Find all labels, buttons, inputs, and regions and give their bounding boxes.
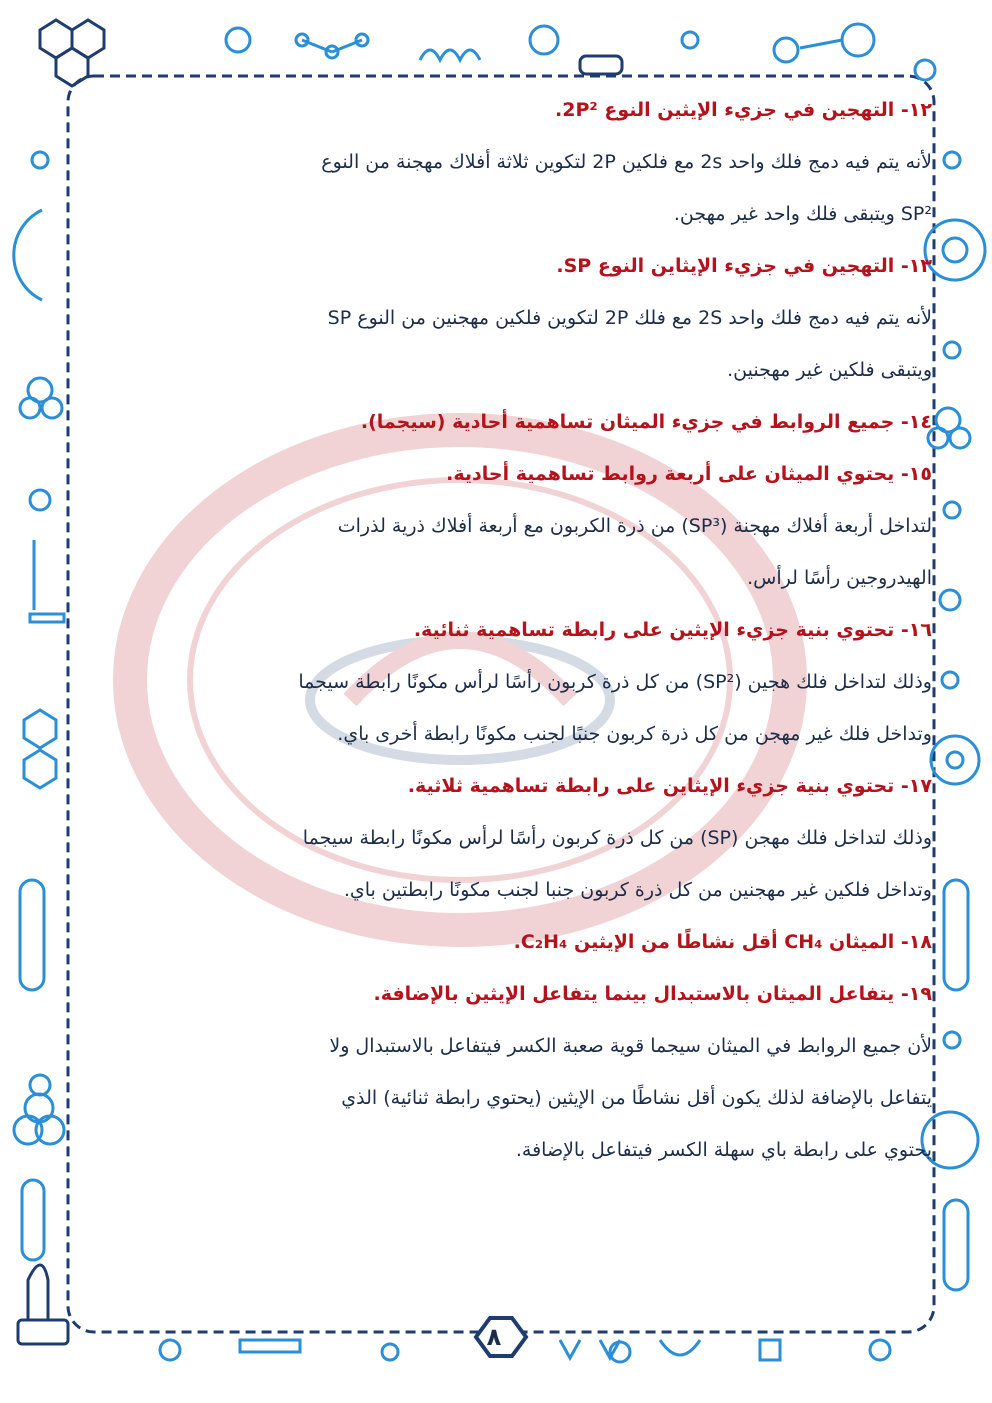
heading-line: ١٨- الميثان CH₄ أقل نشاطًا من الإيثين C₂H₄.: [513, 931, 932, 953]
heading-line: ١٤- جميع الروابط في جزيء الميثان تساهمية أحادية (سيجما).: [360, 411, 932, 433]
heading-line: ١٩- يتفاعل الميثان بالاستبدال بينما يتفاعل الإيثين بالإضافة.: [373, 983, 932, 1005]
body-line: لأنه يتم فيه دمج فلك واحد 2s مع فلكين 2P لتكوين ثلاثة أفلاك مهجنة من النوع: [321, 151, 932, 173]
heading-line: ١٧- تحتوي بنية جزيء الإيثاين على رابطة تساهمية ثلاثية.: [407, 775, 932, 797]
body-line: وتداخل فلك غير مهجن من كل ذرة كربون جنبًا لجنب مكونًا رابطة أخرى باي.: [337, 723, 932, 745]
body-line: يتفاعل بالإضافة لذلك يكون أقل نشاطًا من الإيثين (يحتوي رابطة ثنائية) الذي: [341, 1087, 932, 1109]
body-line: لتداخل أربعة أفلاك مهجنة (SP³) من ذرة الكربون مع أربعة أفلاك ذرية لذرات: [337, 515, 932, 537]
body-line: SP² ويتبقى فلك واحد غير مهجن.: [673, 203, 932, 225]
body-line: وذلك لتداخل فلك مهجن (SP) من كل ذرة كربون رأسًا لرأس مكونًا رابطة سيجما: [302, 827, 932, 849]
heading-line: ١٦- تحتوي بنية جزيء الإيثين على رابطة تساهمية ثنائية.: [413, 619, 932, 641]
content-column: [70, 84, 932, 1176]
body-line: لأن جميع الروابط في الميثان سيجما قوية صعبة الكسر فيتفاعل بالاستبدال ولا: [329, 1035, 932, 1057]
heading-line: ١٥- يحتوي الميثان على أربعة روابط تساهمية أحادية.: [446, 463, 932, 485]
heading-line: ١٢- التهجين في جزيء الإيثين النوع 2P².: [555, 99, 932, 121]
page-number: ٨: [486, 1323, 502, 1351]
body-line: يحتوي على رابطة باي سهلة الكسر فيتفاعل بالإضافة.: [515, 1139, 932, 1161]
body-line: الهيدروجين رأسًا لرأس.: [747, 567, 932, 589]
body-line: لأنه يتم فيه دمج فلك واحد 2S مع فلك 2P لتكوين فلكين مهجنين من النوع SP: [327, 307, 932, 329]
body-line: وتداخل فلكين غير مهجنين من كل ذرة كربون جنبا لجنب مكونًا رابطتين باي.: [343, 879, 932, 901]
body-line: ويتبقى فلكين غير مهجنين.: [727, 359, 932, 381]
body-line: وذلك لتداخل فلك هجين (SP²) من كل ذرة كربون رأسًا لرأس مكونًا رابطة سيجما: [298, 671, 932, 693]
heading-line: ١٣- التهجين في جزيء الإيثاين النوع SP.: [556, 255, 932, 277]
